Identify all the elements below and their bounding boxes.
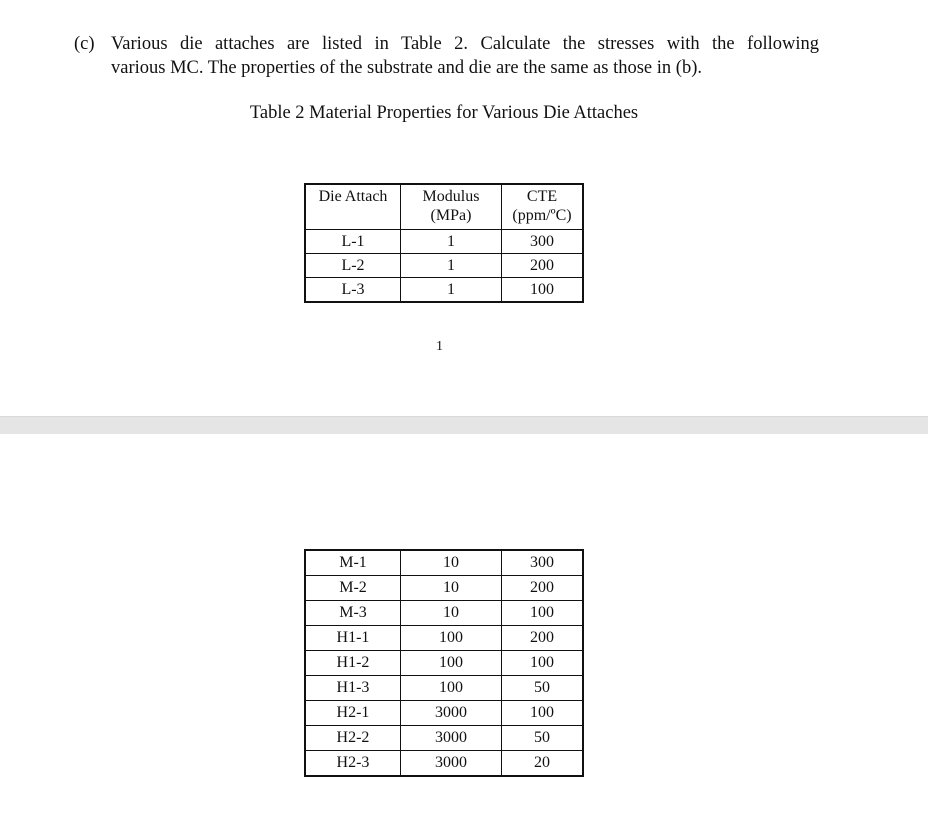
cell-cte: 20 [502,751,584,777]
cell-cte: 50 [502,726,584,751]
cell-die-attach: L-3 [305,278,401,303]
cell-die-attach: H1-1 [305,626,401,651]
table-row [305,726,583,751]
cell-modulus: 1 [401,230,502,254]
properties-table-part-1 [304,183,584,303]
cell-modulus: 10 [401,576,502,601]
table-body [305,550,583,776]
header-cte: CTE (ppm/ºC) [502,184,584,230]
cell-die-attach: L-1 [305,230,401,254]
cell-die-attach: L-2 [305,254,401,278]
cell-die-attach: H2-3 [305,751,401,777]
cell-modulus: 3000 [401,701,502,726]
cell-cte: 200 [502,626,584,651]
table-body [305,230,583,303]
table-row [305,254,583,278]
cell-cte: 100 [502,278,584,303]
cell-die-attach: M-1 [305,550,401,576]
cell-cte: 100 [502,651,584,676]
cell-cte: 50 [502,676,584,701]
table-row [305,651,583,676]
question-text-line-1: Various die attaches are listed in Table 2. Calculate the stresses with the following [111,34,819,54]
question-label: (c) [74,34,95,54]
table-header-row [305,184,583,230]
header-modulus: Modulus (MPa) [401,184,502,230]
cell-modulus: 100 [401,676,502,701]
cell-modulus: 1 [401,254,502,278]
cell-cte: 200 [502,576,584,601]
cell-cte: 100 [502,701,584,726]
cell-modulus: 10 [401,550,502,576]
table-row [305,701,583,726]
cell-die-attach: M-2 [305,576,401,601]
table-row [305,576,583,601]
cell-die-attach: H1-2 [305,651,401,676]
table-caption: Table 2 Material Properties for Various Die Attaches [249,103,639,123]
cell-modulus: 3000 [401,726,502,751]
properties-table-part-2 [304,549,584,777]
cell-modulus: 3000 [401,751,502,777]
document-page-2 [0,434,928,830]
table-row [305,676,583,701]
cell-cte: 100 [502,601,584,626]
table-row [305,230,583,254]
cell-die-attach: H2-1 [305,701,401,726]
table-row [305,751,583,777]
table-row [305,550,583,576]
cell-cte: 200 [502,254,584,278]
cell-cte: 300 [502,230,584,254]
page-number: 1 [436,339,443,354]
table-row [305,601,583,626]
cell-cte: 300 [502,550,584,576]
header-die-attach: Die Attach [305,184,401,230]
cell-die-attach: H1-3 [305,676,401,701]
cell-modulus: 100 [401,651,502,676]
cell-modulus: 1 [401,278,502,303]
table-row [305,278,583,303]
cell-modulus: 100 [401,626,502,651]
cell-die-attach: H2-2 [305,726,401,751]
question-text-line-2: various MC. The properties of the substrate and die are the same as those in (b). [111,58,702,78]
cell-die-attach: M-3 [305,601,401,626]
cell-modulus: 10 [401,601,502,626]
page-separator [0,416,928,435]
table-row [305,626,583,651]
